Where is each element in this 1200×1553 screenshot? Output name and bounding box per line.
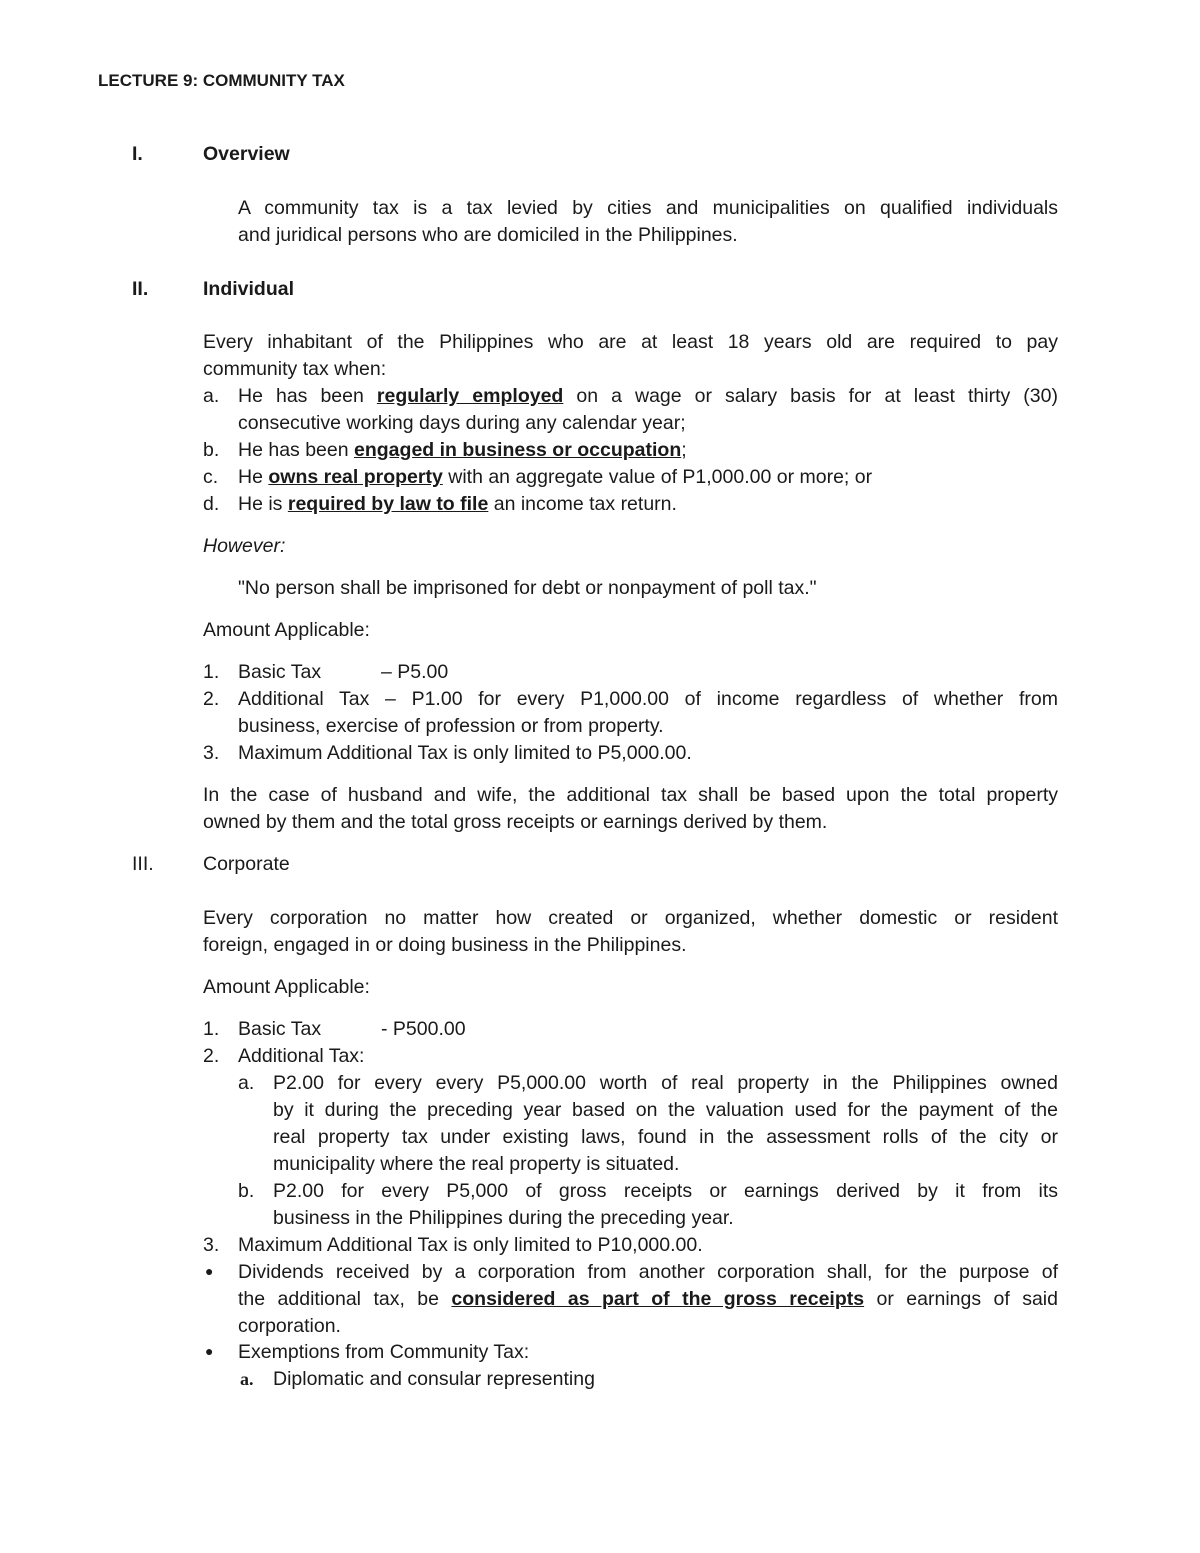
exemption-item-a: Diplomatic and consular representing <box>273 1368 595 1390</box>
dividends-emphasis: considered as part of the gross receipts <box>451 1288 865 1310</box>
list-marker-a: a. <box>238 1072 255 1094</box>
however-label: However: <box>203 535 286 557</box>
list-marker-3: 3. <box>203 1234 220 1256</box>
dividends-text: the additional tax, be <box>238 1288 452 1310</box>
requirement-item-b <box>238 439 687 462</box>
spouse-paragraph-line-1: In the case of husband and wife, the additional tax shall be based upon the total property <box>203 784 1058 806</box>
maximum-additional-tax: Maximum Additional Tax is only limited to P5,000.00. <box>238 742 692 764</box>
requirement-text: ; <box>681 439 687 461</box>
list-marker-a: a. <box>203 385 220 407</box>
list-marker-2: 2. <box>203 688 220 710</box>
individual-intro-line-2: community tax when: <box>203 358 387 380</box>
bullet-icon: ● <box>205 1263 214 1279</box>
additional-tax-label: Additional Tax: <box>238 1045 365 1067</box>
list-marker-1: 1. <box>203 661 220 683</box>
requirement-emphasis: regularly employed <box>376 385 564 407</box>
requirement-item-a <box>238 385 1058 408</box>
section-number-3: III. <box>132 853 154 875</box>
section-number-1: I. <box>132 143 143 165</box>
overview-line-1: A community tax is a tax levied by cities and municipalities on qualified individuals <box>238 197 1058 219</box>
poll-tax-quote: "No person shall be imprisoned for debt or nonpayment of poll tax." <box>238 577 817 599</box>
additional-tax-line-1: Additional Tax – P1.00 for every P1,000.00 of income regardless of whether from <box>238 688 1058 710</box>
basic-tax-value: - P500.00 <box>381 1018 466 1040</box>
list-marker-c: c. <box>203 466 219 488</box>
section-heading-overview: Overview <box>203 143 290 165</box>
individual-intro-line-1: Every inhabitant of the Philippines who are at least 18 years old are required to pay <box>203 331 1058 353</box>
real-property-line-4: municipality where the real property is situated. <box>273 1153 680 1175</box>
requirement-text: He is <box>238 493 288 515</box>
bullet-icon: ● <box>205 1343 214 1359</box>
overview-line-2: and juridical persons who are domiciled in the Philippines. <box>238 224 738 246</box>
basic-tax-value: – P5.00 <box>381 661 449 683</box>
requirement-item-a-continued: consecutive working days during any calendar year; <box>238 412 686 434</box>
requirement-text: with an aggregate value of P1,000.00 or more; or <box>442 466 873 488</box>
requirement-text: He has been <box>238 385 377 407</box>
requirement-text: an income tax return. <box>488 493 677 515</box>
list-marker-a: a. <box>240 1369 254 1389</box>
real-property-line-1: P2.00 for every every P5,000.00 worth of real property in the Philippines owned <box>273 1072 1058 1094</box>
corporate-intro-line-2: foreign, engaged in or doing business in the Philippines. <box>203 934 687 956</box>
basic-tax-label: Basic Tax <box>238 661 322 683</box>
requirement-text: on a wage or salary basis for at least thirty (30) <box>563 385 1058 407</box>
requirement-emphasis: engaged in business or occupation <box>354 439 682 461</box>
corporate-intro-line-1: Every corporation no matter how created or organized, whether domestic or resident <box>203 907 1058 929</box>
exemptions-heading: Exemptions from Community Tax: <box>238 1341 530 1363</box>
gross-receipts-line-1: P2.00 for every P5,000 of gross receipts or earnings derived by it from its <box>273 1180 1058 1202</box>
list-marker-2: 2. <box>203 1045 220 1067</box>
section-number-2: II. <box>132 278 149 300</box>
page-title: LECTURE 9: COMMUNITY TAX <box>98 71 345 90</box>
real-property-line-2: by it during the preceding year based on the valuation used for the payment of the <box>273 1099 1058 1121</box>
requirement-emphasis: owns real property <box>268 466 443 488</box>
section-heading-corporate: Corporate <box>203 853 290 875</box>
section-heading-individual: Individual <box>203 278 295 300</box>
requirement-item-c <box>238 466 872 489</box>
dividends-line-3: corporation. <box>238 1315 341 1337</box>
requirement-emphasis: required by law to file <box>287 493 489 515</box>
list-marker-d: d. <box>203 493 220 515</box>
list-marker-1: 1. <box>203 1018 220 1040</box>
dividends-line-1: Dividends received by a corporation from another corporation shall, for the purpose of <box>238 1261 1058 1283</box>
amount-applicable-label: Amount Applicable: <box>203 619 370 641</box>
real-property-line-3: real property tax under existing laws, found in the assessment rolls of the city or <box>273 1126 1058 1148</box>
maximum-additional-tax: Maximum Additional Tax is only limited to P10,000.00. <box>238 1234 703 1256</box>
requirement-text: He has been <box>238 439 355 461</box>
gross-receipts-line-2: business in the Philippines during the preceding year. <box>273 1207 734 1229</box>
list-marker-b: b. <box>203 439 220 461</box>
list-marker-3: 3. <box>203 742 220 764</box>
basic-tax-label: Basic Tax <box>238 1018 322 1040</box>
requirement-item-d <box>238 493 677 516</box>
spouse-paragraph-line-2: owned by them and the total gross receipts or earnings derived by them. <box>203 811 828 833</box>
list-marker-b: b. <box>238 1180 255 1202</box>
additional-tax-line-2: business, exercise of profession or from property. <box>238 715 664 737</box>
amount-applicable-label: Amount Applicable: <box>203 976 370 998</box>
requirement-text: He <box>238 466 269 488</box>
dividends-text: or earnings of said <box>864 1288 1058 1310</box>
dividends-line-2 <box>238 1288 1058 1311</box>
